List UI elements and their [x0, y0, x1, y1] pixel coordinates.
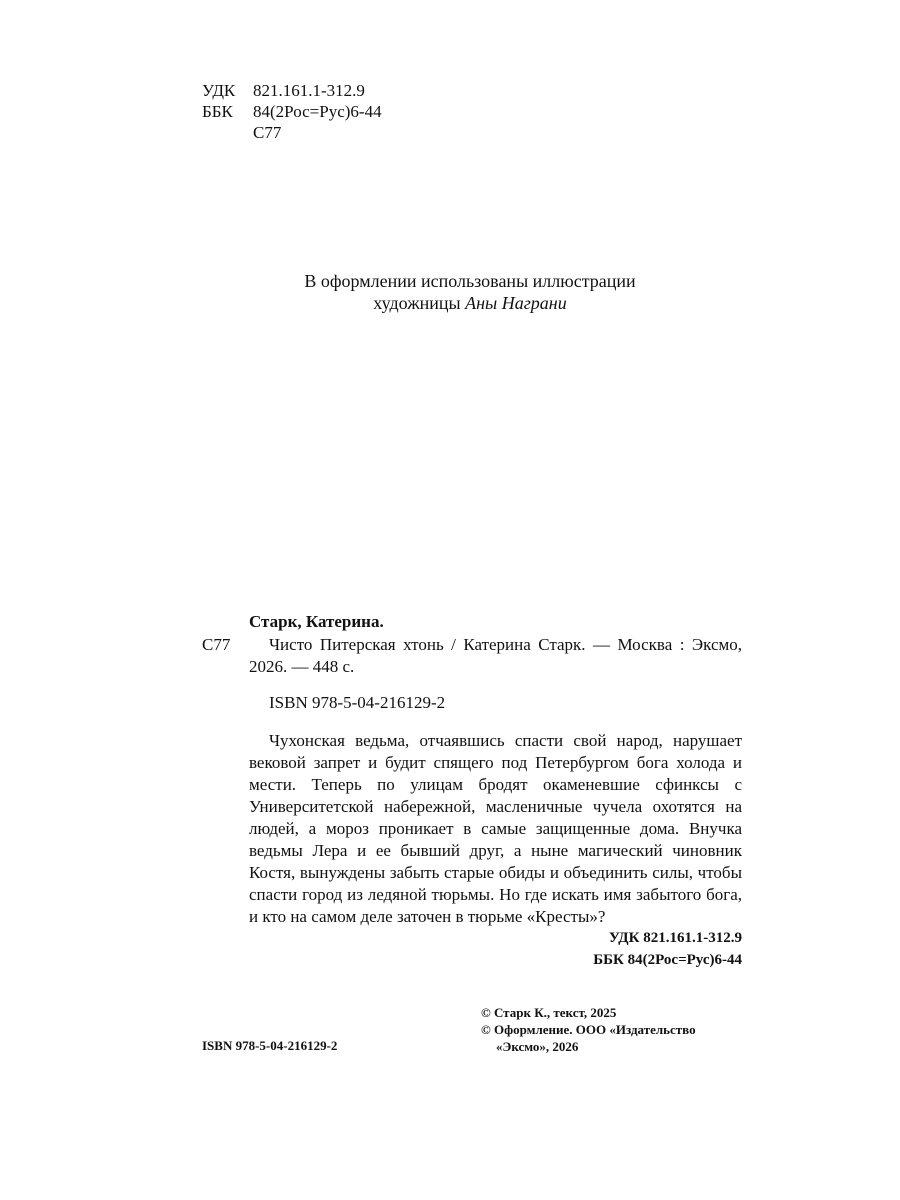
udk-value: 821.161.1-312.9: [253, 81, 365, 100]
classification-block-bottom: [542, 927, 742, 971]
copyright-design: © Оформление. ООО «Издательство: [481, 1022, 696, 1037]
credit-line-2: [150, 292, 790, 314]
bbk-value: 84(2Рос=Рус)6-44: [253, 102, 382, 121]
credit-prefix: художницы: [373, 293, 466, 313]
classification-block-top: [202, 80, 382, 143]
record-author-mark: С77: [202, 635, 231, 654]
credit-line-1: В оформлении использованы иллюстрации: [304, 271, 636, 291]
bbk-row: [202, 101, 382, 122]
copyright-text: © Старк К., текст, 2025: [481, 1005, 617, 1020]
artist-name: Аны Награни: [465, 293, 567, 313]
bibliographic-record: [249, 634, 742, 928]
record-author: Старк, Катерина.: [249, 612, 384, 631]
copyright-block: [481, 1004, 696, 1055]
isbn-bottom: ISBN 978-5-04-216129-2: [202, 1038, 338, 1053]
bbk-bottom: ББК 84(2Рос=Рус)6-44: [593, 952, 742, 968]
udk-label: УДК: [202, 81, 236, 100]
bbk-label: ББК: [202, 102, 233, 121]
copyright-publisher: «Эксмо», 2026: [496, 1039, 579, 1054]
author-mark-top: С77: [253, 123, 282, 142]
illustration-credit: [150, 270, 790, 314]
udk-bottom: УДК 821.161.1-312.9: [608, 930, 742, 946]
record-title-line: Чисто Питерская хтонь / Катерина Старк. — Москва : Эксмо, 2026. — 448 с.: [249, 635, 742, 676]
record-isbn: ISBN 978-5-04-216129-2: [269, 693, 446, 712]
udk-row: [202, 80, 382, 101]
record-annotation: Чухонская ведьма, отчаявшись спасти свой народ, нарушает вековой запрет и будит спящего под Петербургом бога холода и мести. Теперь по улицам бродят окаменевшие сфинксы с Университетской набережной, масленичные чучела охотятся на людей, а мороз проникает в самые защищенные дома. Внучка ведьмы Лера и ее бывший друг, а ныне магический чиновник Костя, вынуждены забыть старые обиды и объединить силы, чтобы спасти город из ледяной тюрьмы. Но где искать имя забытого бога, и кто на самом деле заточен в тюрьме «Кресты»?: [249, 731, 742, 926]
